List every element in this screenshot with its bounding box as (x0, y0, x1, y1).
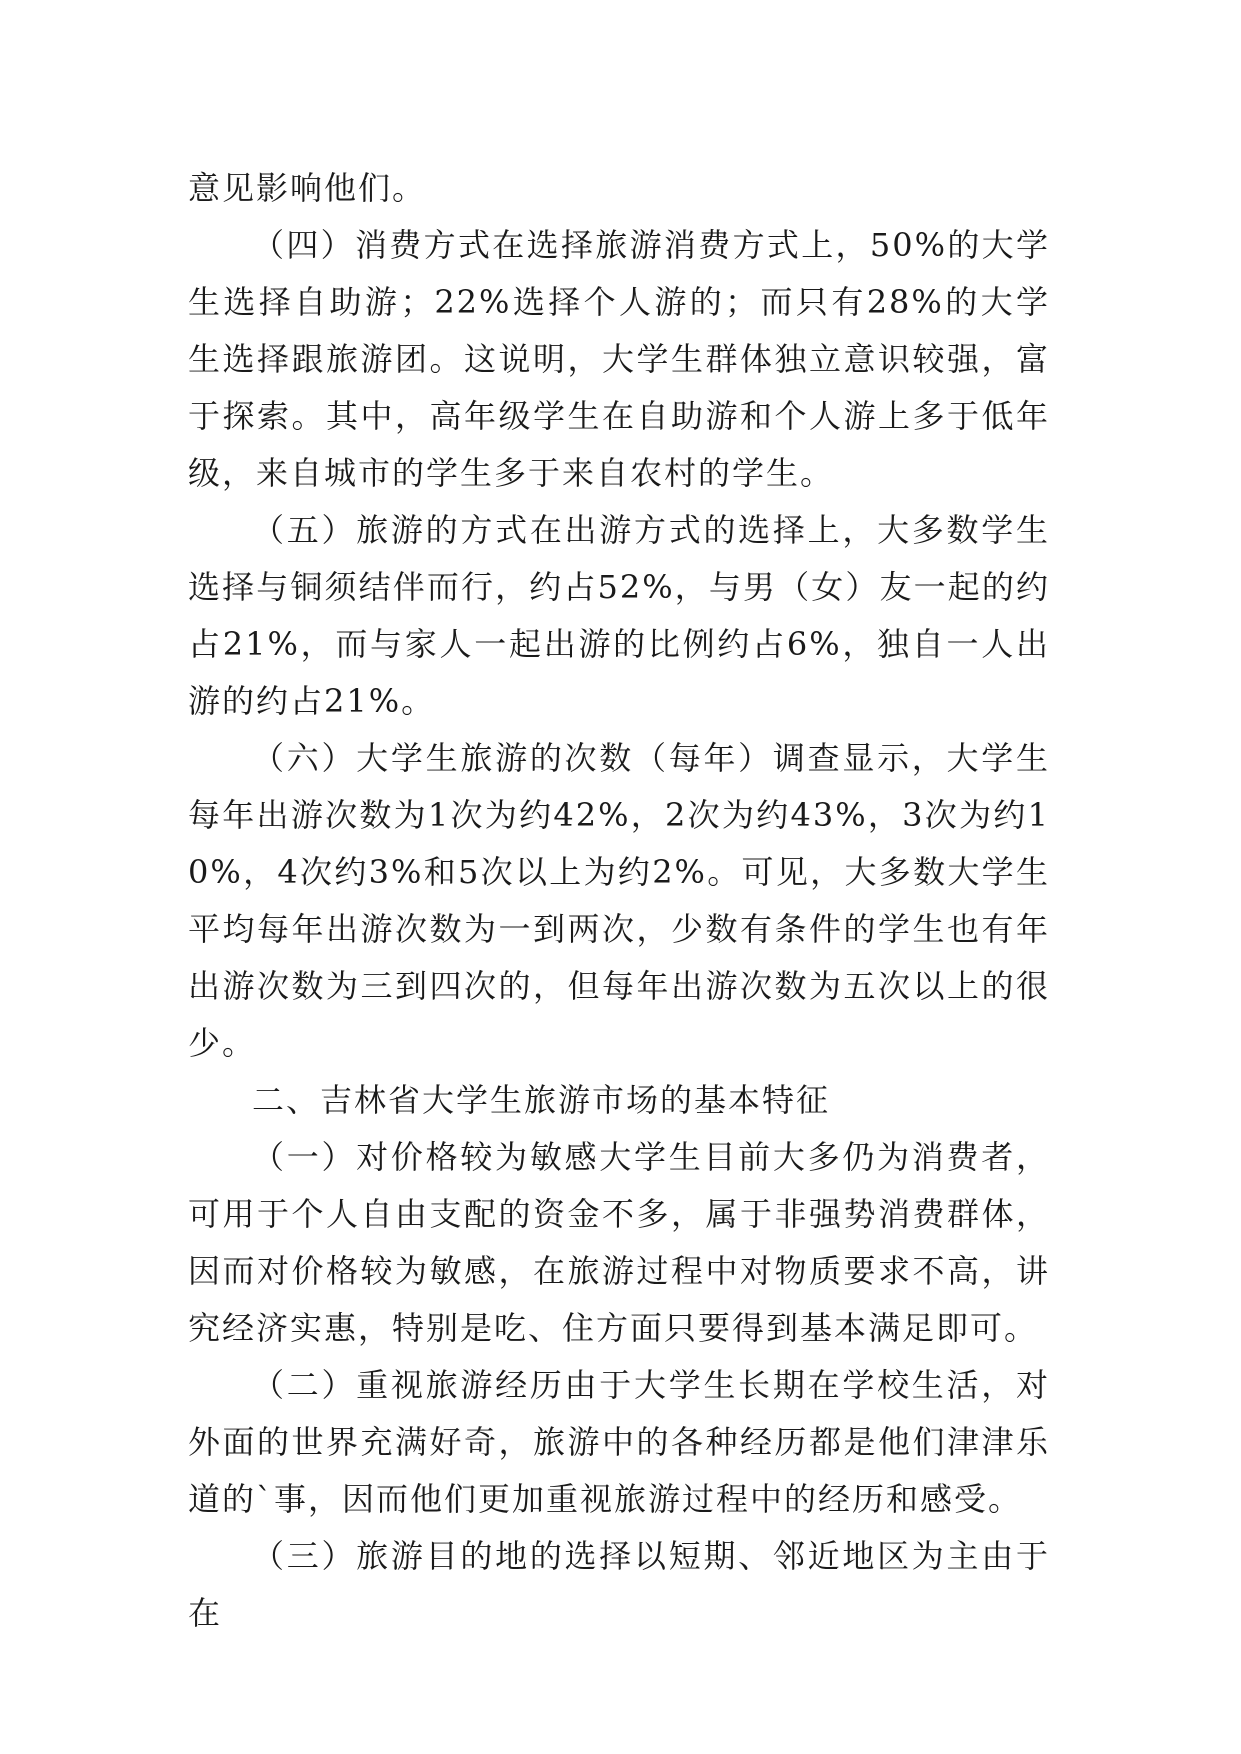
paragraph-price-sensitivity: （一）对价格较为敏感大学生目前大多仍为消费者，可用于个人自由支配的资金不多，属于非强势消费群体，因而对价格较为敏感，在旅游过程中对物质要求不高，讲究经济实惠，特别是吃、住方面只要得到基本满足即可。 (188, 1138, 1050, 1347)
paragraph-travel-frequency: （六）大学生旅游的次数（每年）调查显示，大学生每年出游次数为1次为约42%，2次为约43%，3次为约10%，4次约3%和5次以上为约2%。可见，大多数大学生平均每年出游次数为一到两次，少数有条件的学生也有年出游次数为三到四次的，但每年出游次数为五次以上的很少。 (188, 739, 1050, 1062)
document-body (188, 160, 1050, 1642)
paragraph-destination-choice: （三）旅游目的地的选择以短期、邻近地区为主由于在 (188, 1537, 1050, 1632)
paragraph-travel-experience: （二）重视旅游经历由于大学生长期在学校生活，对外面的世界充满好奇，旅游中的各种经历都是他们津津乐道的`事，因而他们更加重视旅游过程中的经历和感受。 (188, 1366, 1050, 1518)
paragraph-travel-mode: （五）旅游的方式在出游方式的选择上，大多数学生选择与铜须结伴而行，约占52%，与男（女）友一起的约占21%，而与家人一起出游的比例约占6%，独自一人出游的约占21%。 (188, 511, 1050, 720)
paragraph-consumption-method: （四）消费方式在选择旅游消费方式上，50%的大学生选择自助游；22%选择个人游的；而只有28%的大学生选择跟旅游团。这说明，大学生群体独立意识较强，富于探索。其中，高年级学生在自助游和个人游上多于低年级，来自城市的学生多于来自农村的学生。 (188, 226, 1050, 492)
paragraph-continuation: 意见影响他们。 (188, 169, 427, 207)
section-heading: 二、吉林省大学生旅游市场的基本特征 (252, 1081, 831, 1119)
